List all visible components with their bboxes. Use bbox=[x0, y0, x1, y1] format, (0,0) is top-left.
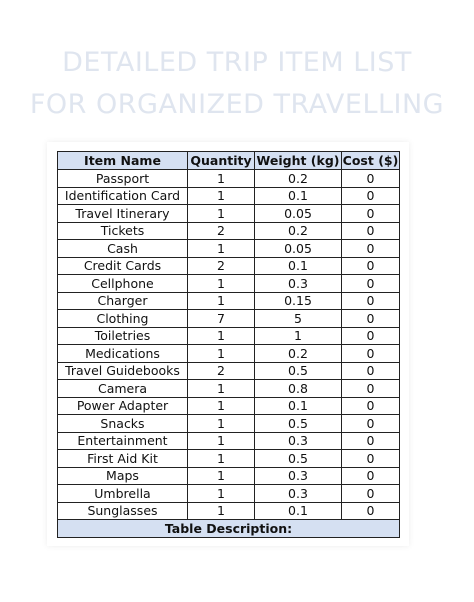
cell-quantity: 1 bbox=[188, 170, 255, 188]
cell-quantity: 1 bbox=[188, 485, 255, 503]
cell-cost: 0 bbox=[342, 292, 400, 310]
title-line-2: FOR ORGANIZED TRAVELLING bbox=[29, 89, 445, 120]
cell-item-name: Charger bbox=[58, 292, 188, 310]
header-quantity: Quantity bbox=[188, 152, 255, 170]
item-list-card bbox=[47, 142, 409, 546]
table-row bbox=[58, 187, 400, 205]
cell-item-name: Clothing bbox=[58, 310, 188, 328]
cell-weight: 0.3 bbox=[255, 432, 342, 450]
cell-item-name: Tickets bbox=[58, 222, 188, 240]
cell-item-name: Umbrella bbox=[58, 485, 188, 503]
cell-item-name: Maps bbox=[58, 467, 188, 485]
cell-cost: 0 bbox=[342, 380, 400, 398]
cell-weight: 0.05 bbox=[255, 240, 342, 258]
cell-weight: 0.1 bbox=[255, 257, 342, 275]
cell-cost: 0 bbox=[342, 310, 400, 328]
table-header-row bbox=[58, 152, 400, 170]
cell-item-name: Credit Cards bbox=[58, 257, 188, 275]
cell-cost: 0 bbox=[342, 240, 400, 258]
header-item-name: Item Name bbox=[58, 152, 188, 170]
header-weight: Weight (kg) bbox=[255, 152, 342, 170]
cell-item-name: First Aid Kit bbox=[58, 450, 188, 468]
table-row bbox=[58, 240, 400, 258]
cell-weight: 0.5 bbox=[255, 362, 342, 380]
cell-item-name: Medications bbox=[58, 345, 188, 363]
page-title bbox=[0, 42, 474, 126]
cell-cost: 0 bbox=[342, 485, 400, 503]
table-row bbox=[58, 362, 400, 380]
table-row bbox=[58, 485, 400, 503]
table-row bbox=[58, 415, 400, 433]
cell-quantity: 1 bbox=[188, 327, 255, 345]
cell-quantity: 1 bbox=[188, 450, 255, 468]
cell-weight: 0.3 bbox=[255, 485, 342, 503]
table-row bbox=[58, 170, 400, 188]
cell-quantity: 2 bbox=[188, 257, 255, 275]
cell-cost: 0 bbox=[342, 257, 400, 275]
table-body bbox=[58, 170, 400, 520]
table-row bbox=[58, 502, 400, 520]
cell-quantity: 1 bbox=[188, 292, 255, 310]
table-row bbox=[58, 397, 400, 415]
cell-weight: 5 bbox=[255, 310, 342, 328]
cell-weight: 0.8 bbox=[255, 380, 342, 398]
table-row bbox=[58, 310, 400, 328]
cell-quantity: 1 bbox=[188, 415, 255, 433]
cell-cost: 0 bbox=[342, 450, 400, 468]
cell-weight: 0.1 bbox=[255, 187, 342, 205]
trip-item-table bbox=[57, 151, 400, 538]
table-row bbox=[58, 450, 400, 468]
cell-weight: 0.05 bbox=[255, 205, 342, 223]
cell-cost: 0 bbox=[342, 397, 400, 415]
cell-weight: 0.2 bbox=[255, 170, 342, 188]
cell-quantity: 1 bbox=[188, 205, 255, 223]
cell-cost: 0 bbox=[342, 502, 400, 520]
table-row bbox=[58, 292, 400, 310]
cell-quantity: 2 bbox=[188, 222, 255, 240]
cell-item-name: Camera bbox=[58, 380, 188, 398]
cell-weight: 0.2 bbox=[255, 345, 342, 363]
cell-quantity: 1 bbox=[188, 345, 255, 363]
table-row bbox=[58, 205, 400, 223]
table-description: Table Description: bbox=[58, 520, 400, 538]
cell-cost: 0 bbox=[342, 432, 400, 450]
table-row bbox=[58, 380, 400, 398]
cell-weight: 0.3 bbox=[255, 467, 342, 485]
cell-cost: 0 bbox=[342, 362, 400, 380]
cell-item-name: Passport bbox=[58, 170, 188, 188]
cell-weight: 0.15 bbox=[255, 292, 342, 310]
cell-cost: 0 bbox=[342, 275, 400, 293]
cell-quantity: 1 bbox=[188, 432, 255, 450]
cell-weight: 1 bbox=[255, 327, 342, 345]
table-row bbox=[58, 222, 400, 240]
table-row bbox=[58, 467, 400, 485]
header-cost: Cost ($) bbox=[342, 153, 399, 168]
cell-quantity: 2 bbox=[188, 362, 255, 380]
cell-cost: 0 bbox=[342, 222, 400, 240]
cell-item-name: Entertainment bbox=[58, 432, 188, 450]
cell-cost: 0 bbox=[342, 205, 400, 223]
cell-cost: 0 bbox=[342, 170, 400, 188]
cell-cost: 0 bbox=[342, 467, 400, 485]
table-row bbox=[58, 327, 400, 345]
table-row bbox=[58, 345, 400, 363]
cell-quantity: 1 bbox=[188, 275, 255, 293]
cell-cost: 0 bbox=[342, 415, 400, 433]
cell-weight: 0.5 bbox=[255, 450, 342, 468]
cell-cost: 0 bbox=[342, 345, 400, 363]
cell-quantity: 1 bbox=[188, 187, 255, 205]
table-row bbox=[58, 257, 400, 275]
cell-item-name: Travel Itinerary bbox=[58, 205, 188, 223]
cell-quantity: 1 bbox=[188, 397, 255, 415]
table-row bbox=[58, 432, 400, 450]
cell-item-name: Cellphone bbox=[58, 275, 188, 293]
cell-quantity: 1 bbox=[188, 380, 255, 398]
title-line-1: DETAILED TRIP ITEM LIST bbox=[62, 47, 412, 78]
cell-weight: 0.1 bbox=[255, 397, 342, 415]
cell-quantity: 7 bbox=[188, 310, 255, 328]
cell-weight: 0.1 bbox=[255, 502, 342, 520]
cell-item-name: Cash bbox=[58, 240, 188, 258]
cell-item-name: Identification Card bbox=[58, 187, 188, 205]
cell-item-name: Snacks bbox=[58, 415, 188, 433]
cell-cost: 0 bbox=[342, 187, 400, 205]
cell-quantity: 1 bbox=[188, 467, 255, 485]
cell-quantity: 1 bbox=[188, 502, 255, 520]
table-footer-row bbox=[58, 520, 400, 538]
cell-item-name: Power Adapter bbox=[58, 397, 188, 415]
cell-weight: 0.5 bbox=[255, 415, 342, 433]
table-row bbox=[58, 275, 400, 293]
cell-weight: 0.2 bbox=[255, 222, 342, 240]
cell-cost: 0 bbox=[342, 327, 400, 345]
cell-item-name: Toiletries bbox=[58, 327, 188, 345]
cell-quantity: 1 bbox=[188, 240, 255, 258]
cell-item-name: Travel Guidebooks bbox=[58, 362, 188, 380]
cell-weight: 0.3 bbox=[255, 275, 342, 293]
cell-item-name: Sunglasses bbox=[58, 502, 188, 520]
